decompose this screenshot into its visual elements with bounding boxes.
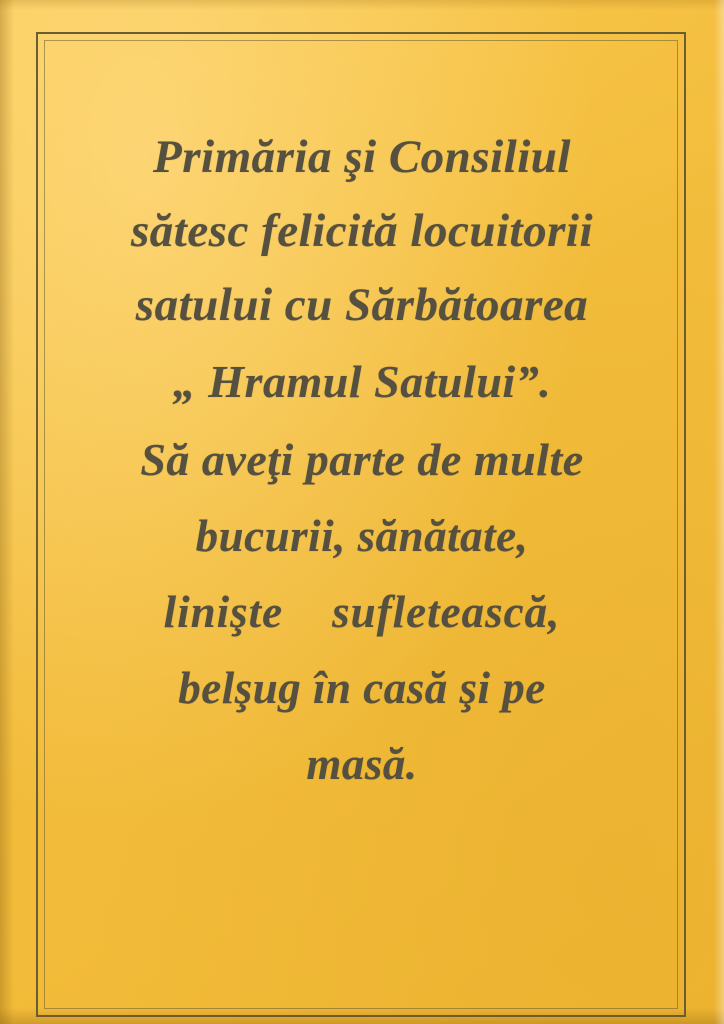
- poster-line-1: Primăria şi Consiliul: [153, 131, 571, 183]
- poster-line-7: linişte sufletească,: [163, 587, 561, 637]
- poster-line-5: Să aveţi parte de multe: [140, 434, 584, 485]
- scan-edge-shadow-bottom: [0, 1008, 724, 1024]
- poster-text-block: [60, 120, 664, 802]
- scan-edge-shadow-top: [0, 0, 724, 10]
- poster-line-3: satului cu Sărbătoarea: [135, 279, 589, 331]
- poster-line-4: „ Hramul Satului”.: [172, 356, 552, 407]
- poster-line-9: masă.: [306, 739, 418, 789]
- scan-edge-shadow-left: [0, 0, 14, 1024]
- scan-edge-highlight-right: [714, 0, 724, 1024]
- poster-line-2: sătesc felicită locuitorii: [130, 205, 594, 257]
- poster-line-8: belşug în casă şi pe: [178, 663, 546, 713]
- poster-line-6: bucurii, sănătate,: [195, 511, 529, 561]
